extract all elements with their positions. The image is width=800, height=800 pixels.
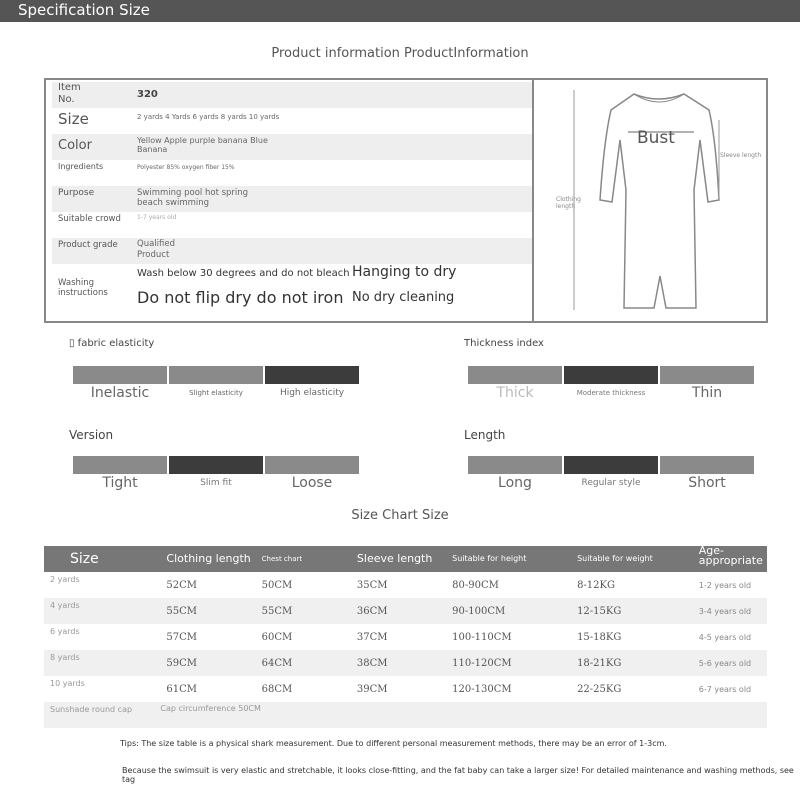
size-cell: 110-120CM bbox=[446, 650, 571, 676]
size-cell: 6 yards bbox=[50, 627, 80, 636]
size-cell: 1-2 years old bbox=[698, 580, 752, 590]
scale-label: Loose bbox=[291, 475, 333, 491]
scale-segment bbox=[169, 456, 263, 474]
tip-text: Tips: The size table is a physical shark measurement. Due to different personal measurement methods, there may be an error of 1-3cm. bbox=[120, 739, 667, 748]
size-cell: 22-25KG bbox=[577, 683, 622, 695]
size-cell: 120-130CM bbox=[452, 683, 512, 695]
scale-1 bbox=[464, 338, 764, 408]
scale-label: Slim fit bbox=[200, 478, 232, 488]
size-row bbox=[44, 676, 767, 702]
scale-label: High elasticity bbox=[279, 388, 345, 398]
scale-segment bbox=[265, 366, 359, 384]
size-cell: 59CM bbox=[160, 650, 255, 676]
info-row-item: Item No. 320 bbox=[52, 82, 532, 108]
size-cell: 15-18KG bbox=[577, 631, 622, 643]
scale-3 bbox=[464, 428, 764, 498]
scale-label: Slight elasticity bbox=[189, 389, 243, 397]
size-cell: 36CM bbox=[351, 598, 446, 624]
tip-text-2: Because the swimsuit is very elastic and stretchable, it looks close-fitting, and the fat baby can take a larger size! For detailed maintenance and washing methods, see tag bbox=[122, 766, 794, 784]
size-cell: 10 yards bbox=[50, 679, 85, 688]
scale-title: Version bbox=[69, 428, 114, 442]
info-row-grade: Product grade Qualified Product bbox=[52, 238, 532, 264]
scale-label: Inelastic bbox=[90, 385, 150, 401]
garment-diagram bbox=[532, 78, 768, 323]
scale-label: Short bbox=[688, 475, 726, 491]
size-cell: 5-6 years old bbox=[693, 650, 767, 676]
scale-segment bbox=[564, 366, 658, 384]
info-row-size: Size 2 yards 4 Yards 6 yards 8 yards 10 yards bbox=[58, 110, 280, 128]
scale-segment bbox=[265, 456, 359, 474]
info-row-color: Color Yellow Apple purple banana Blue Banana bbox=[52, 134, 532, 160]
size-cell: 60CM bbox=[261, 631, 293, 643]
bust-label: Bust bbox=[637, 128, 675, 148]
scale-title: Thickness index bbox=[464, 338, 544, 349]
scale-title: ▯ fabric elasticity bbox=[69, 338, 155, 349]
scale-label: Thin bbox=[691, 385, 723, 401]
size-row bbox=[44, 650, 767, 676]
size-cell: 6-7 years old bbox=[698, 684, 752, 694]
scale-segment bbox=[660, 456, 754, 474]
size-cell: 18-21KG bbox=[571, 650, 693, 676]
size-row bbox=[44, 572, 767, 598]
size-cell: 100-110CM bbox=[452, 631, 512, 643]
size-cell: 52CM bbox=[166, 579, 198, 591]
scale-segment bbox=[73, 456, 167, 474]
info-row-ingredients: Ingredients Polyester 85% oxygen fiber 15% bbox=[58, 162, 235, 171]
scale-title: Length bbox=[464, 428, 506, 442]
scale-label: Regular style bbox=[581, 478, 641, 488]
size-cell: 57CM bbox=[166, 631, 198, 643]
scale-0 bbox=[69, 338, 369, 408]
scale-segment bbox=[468, 366, 562, 384]
size-cell: 4-5 years old bbox=[698, 632, 752, 642]
scale-2 bbox=[69, 428, 369, 498]
cap-row bbox=[44, 702, 767, 728]
size-cell: 37CM bbox=[356, 631, 388, 643]
scale-segment bbox=[660, 366, 754, 384]
size-cell: 35CM bbox=[356, 579, 388, 591]
size-cell: 8-12KG bbox=[577, 579, 615, 591]
size-chart-title: Size Chart Size bbox=[351, 508, 449, 523]
size-cell: 50CM bbox=[261, 579, 293, 591]
scale-label: Tight bbox=[102, 475, 138, 491]
header-title: Specification Size bbox=[18, 1, 150, 19]
product-info-title: Product information ProductInformation bbox=[271, 46, 529, 61]
product-info-table bbox=[44, 78, 534, 323]
size-chart-table bbox=[44, 546, 767, 728]
header-bar bbox=[0, 0, 800, 22]
scale-label: Long bbox=[498, 475, 532, 491]
info-row-purpose: Purpose Swimming pool hot spring beach swimming bbox=[52, 186, 532, 212]
size-cell: 55CM bbox=[160, 598, 255, 624]
size-cell: 2 yards bbox=[50, 575, 80, 584]
size-cell: 68CM bbox=[261, 683, 293, 695]
info-row-washing: Washing instructions Wash below 30 degrees and do not bleach Hanging to dry Do not flip dry do not iron No dry cleaning bbox=[58, 264, 457, 307]
size-row bbox=[44, 624, 767, 650]
size-cell: 55CM bbox=[256, 598, 351, 624]
size-cell: 38CM bbox=[351, 650, 446, 676]
size-cell: 90-100CM bbox=[446, 598, 571, 624]
scale-segment bbox=[564, 456, 658, 474]
scale-label: Thick bbox=[496, 385, 534, 401]
size-header-row: Size Clothing length Chest chart Sleeve length Suitable for height Suitable for weight Age-appropriate bbox=[44, 546, 767, 572]
size-cell: 8 yards bbox=[44, 650, 160, 676]
size-cell: 64CM bbox=[256, 650, 351, 676]
info-row-crowd: Suitable crowd 1-7 years old bbox=[58, 214, 177, 224]
size-cell: 61CM bbox=[166, 683, 198, 695]
cap-value: Cap circumference 50CM bbox=[160, 702, 767, 728]
cap-label: Sunshade round cap bbox=[44, 702, 160, 728]
scale-segment bbox=[468, 456, 562, 474]
scale-segment bbox=[169, 366, 263, 384]
size-row bbox=[44, 598, 767, 624]
scale-label: Moderate thickness bbox=[576, 389, 646, 397]
size-cell: 12-15KG bbox=[571, 598, 693, 624]
size-cell: 39CM bbox=[356, 683, 388, 695]
sleeve-label: Sleeve length bbox=[720, 152, 762, 159]
size-cell: 80-90CM bbox=[452, 579, 499, 591]
size-cell: 4 yards bbox=[44, 598, 160, 624]
scale-segment bbox=[73, 366, 167, 384]
size-cell: 3-4 years old bbox=[693, 598, 767, 624]
clothing-length-label: Clothing length bbox=[556, 196, 581, 210]
